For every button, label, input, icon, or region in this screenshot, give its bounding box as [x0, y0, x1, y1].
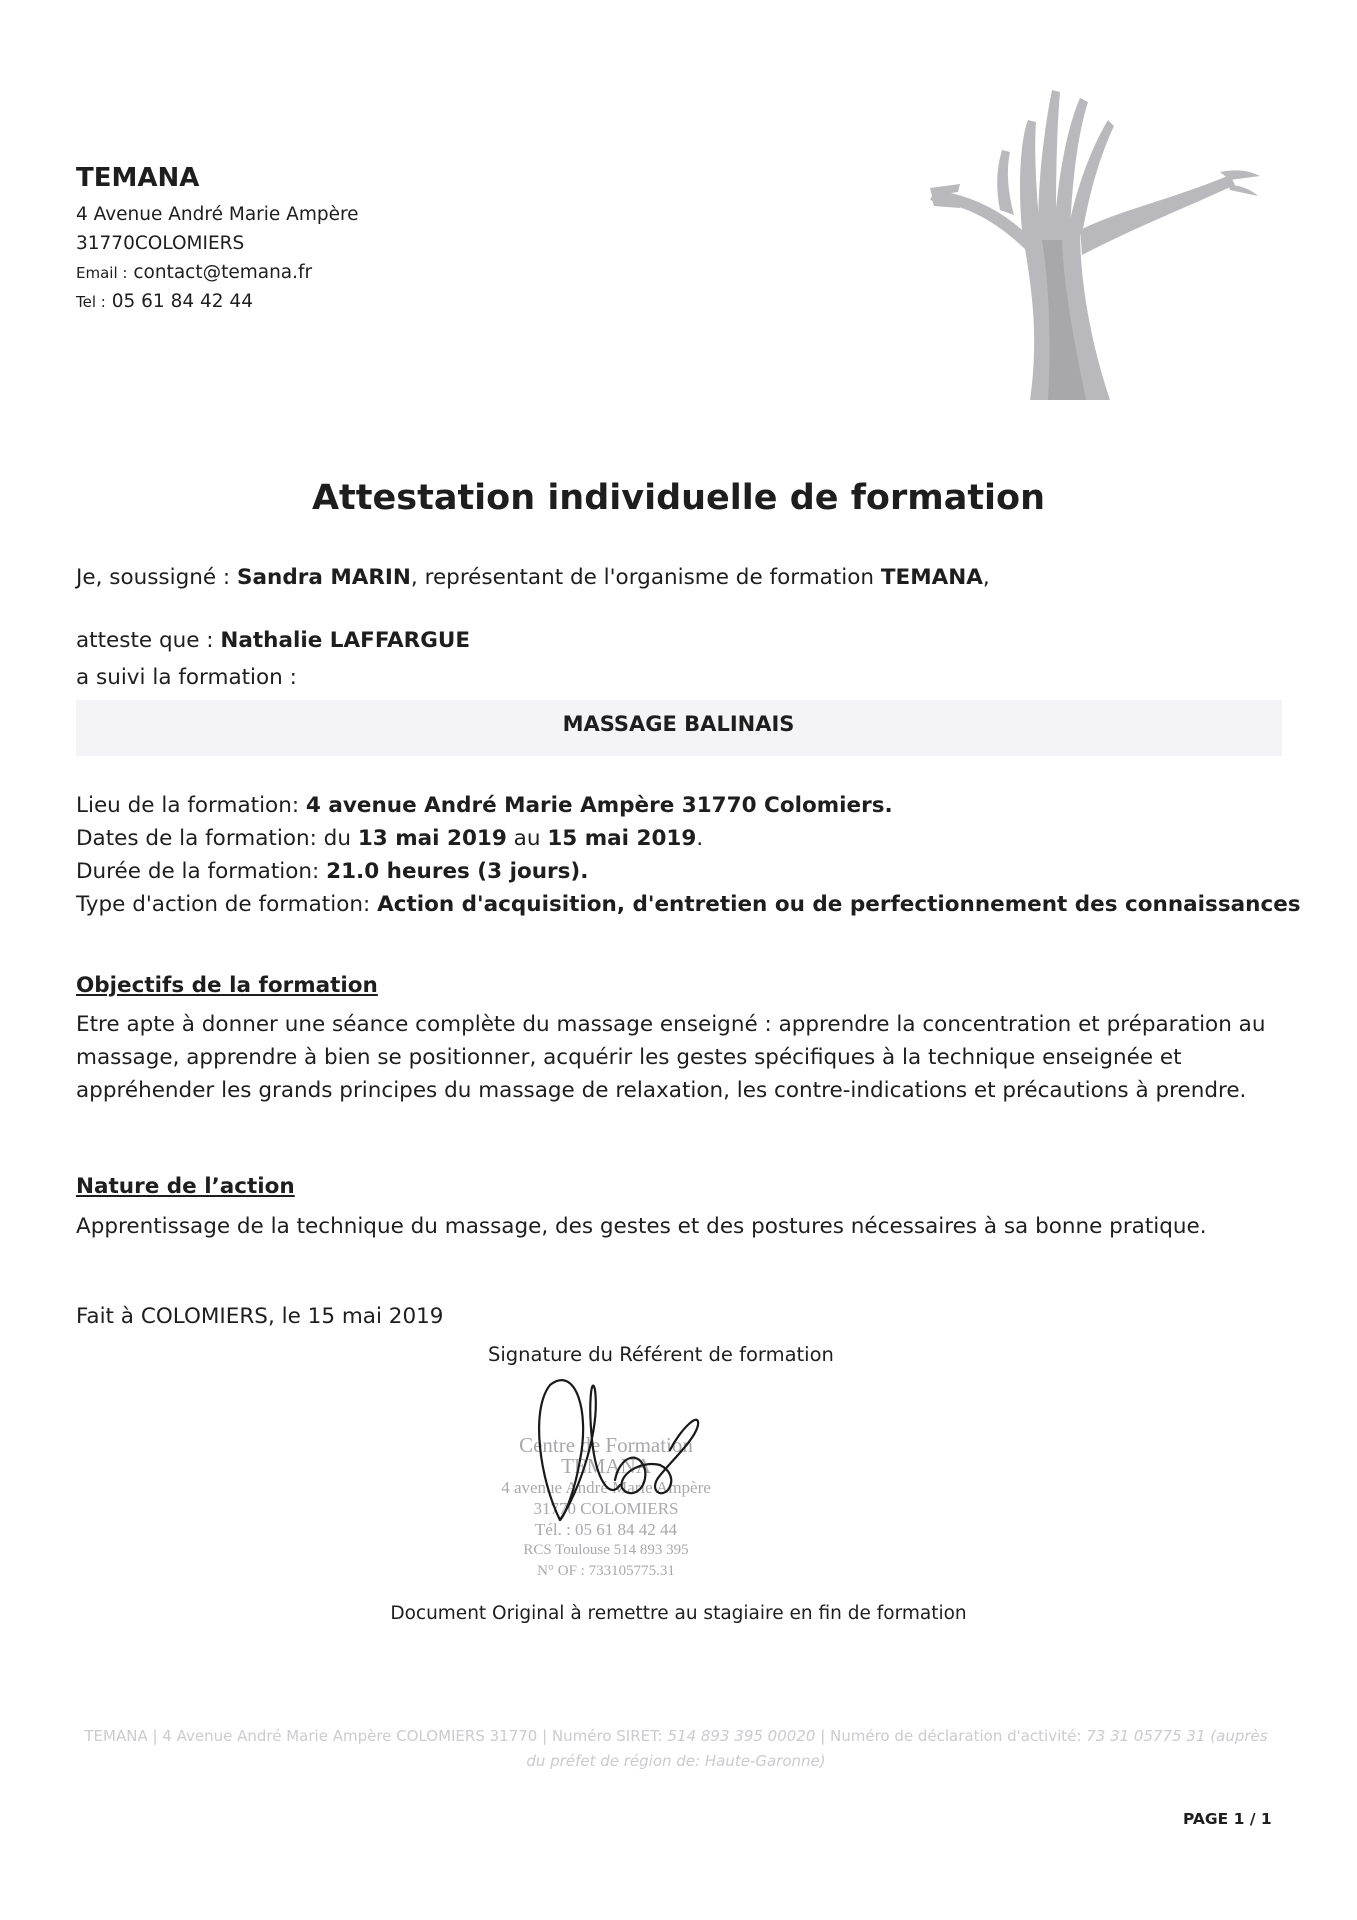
stamp-line: 31770 COLOMIERS: [533, 1499, 679, 1518]
stamp-line: Tél. : 05 61 84 42 44: [534, 1520, 678, 1539]
signer-name: Sandra MARIN: [237, 565, 411, 590]
date-end: 15 mai 2019: [547, 826, 697, 851]
footer-part1: TEMANA | 4 Avenue André Marie Ampère COLOMIERS 31770 | Numéro SIRET:: [84, 1727, 663, 1745]
document-note: Document Original à remettre au stagiaire en fin de formation: [390, 1603, 967, 1624]
footer-decl-num: 73 31 05775 31: [1086, 1727, 1206, 1745]
signature-caption: Signature du Référent de formation: [488, 1343, 834, 1366]
page-number: PAGE 1 / 1: [1183, 1810, 1272, 1828]
dates-label: Dates de la formation: du: [76, 826, 351, 851]
duration-value: 21.0 heures (3 jours).: [326, 859, 589, 884]
declaration-line: [76, 565, 990, 590]
attestation-prefix: atteste que :: [76, 628, 214, 653]
nature-heading: Nature de l’action: [76, 1174, 295, 1199]
footer-siret: 514 893 395 00020: [667, 1727, 816, 1745]
email-label: Email :: [76, 264, 128, 282]
organization-email-row: [76, 262, 312, 283]
page-footer: [76, 1724, 1276, 1774]
nature-text: Apprentissage de la technique du massage, des gestes et des postures nécessaires à sa bonne pratique.: [76, 1214, 1207, 1239]
organization-address: 4 Avenue André Marie Ampère: [76, 204, 359, 225]
document-title: Attestation individuelle de formation: [311, 478, 1046, 518]
email-value: contact@temana.fr: [133, 262, 313, 283]
duration-label: Durée de la formation:: [76, 859, 320, 884]
training-name: MASSAGE BALINAIS: [562, 712, 795, 736]
organization-tel-row: [76, 291, 253, 312]
organization-postal-city: 31770COLOMIERS: [76, 233, 245, 254]
tel-value: 05 61 84 42 44: [111, 291, 253, 312]
type-value: Action d'acquisition, d'entretien ou de perfectionnement des connaissances: [377, 892, 1301, 917]
dates-end-punct: .: [696, 826, 704, 851]
place-label: Lieu de la formation:: [76, 793, 300, 818]
followed-line: a suivi la formation :: [76, 665, 297, 690]
stamp-line: RCS Toulouse 514 893 395: [523, 1542, 689, 1558]
attestation-line: [76, 628, 470, 653]
declaration-middle: , représentant de l'organisme de formation: [410, 565, 874, 590]
place-value: 4 avenue André Marie Ampère 31770 Colomiers.: [305, 793, 893, 818]
footer-prefecture: (auprès du préfet de région de: Haute-Garonne): [526, 1727, 1268, 1770]
dates-middle: au: [513, 826, 541, 851]
type-line: [76, 892, 1301, 917]
declaration-prefix: Je, soussigné :: [76, 565, 231, 590]
handwritten-signature: [520, 1370, 720, 1540]
organism-name: TEMANA: [880, 565, 983, 590]
tel-label: Tel :: [76, 293, 106, 311]
duration-line: [76, 859, 588, 884]
dates-line: [76, 826, 703, 851]
stamp-line: 4 avenue André Marie Ampère: [501, 1478, 711, 1497]
type-label: Type d'action de formation:: [76, 892, 371, 917]
place-line: [76, 793, 893, 818]
footer-part2: | Numéro de déclaration d'activité:: [820, 1727, 1082, 1745]
hands-tree-logo-icon: [930, 80, 1260, 400]
done-at-line: Fait à COLOMIERS, le 15 mai 2019: [76, 1304, 444, 1329]
declaration-suffix: ,: [982, 565, 990, 590]
date-start: 13 mai 2019: [357, 826, 507, 851]
stamp-line: Centre de Formation TEMANA: [519, 1433, 693, 1478]
stamp-line: N° OF : 733105775.31: [537, 1563, 675, 1579]
objectives-heading: Objectifs de la formation: [76, 973, 378, 998]
organization-name: TEMANA: [76, 163, 200, 193]
trainee-name: Nathalie LAFFARGUE: [220, 628, 471, 653]
objectives-text: Etre apte à donner une séance complète du massage enseigné : apprendre la concentration et préparation au massage, apprendre à bien se positionner, acquérir les gestes spécifiques à la technique enseignée et appréhender les grands principes du massage de relaxation, les contre-indications et précautions à prendre.: [76, 1012, 1266, 1103]
